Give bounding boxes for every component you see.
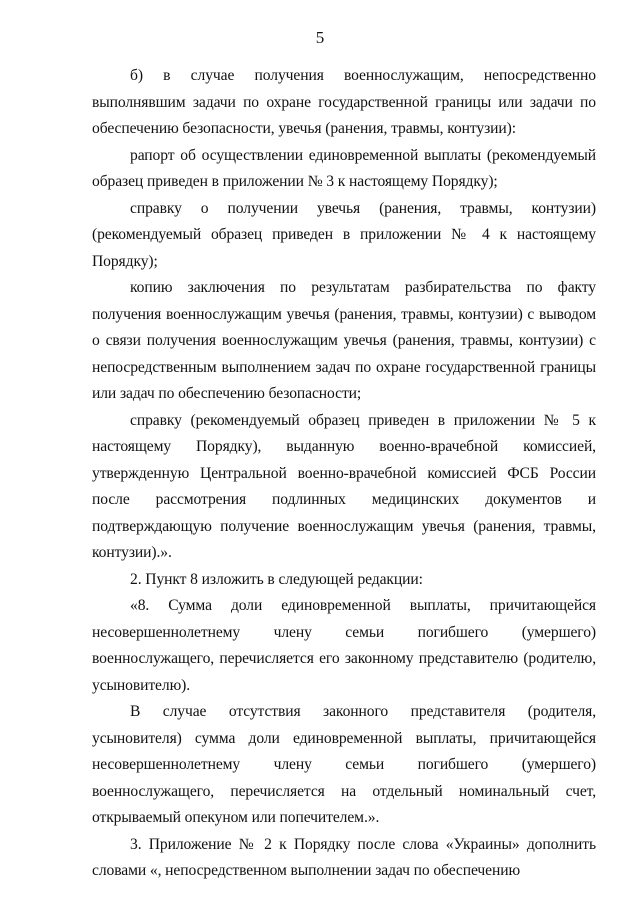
paragraph-item-2: 2. Пункт 8 изложить в следующей редакции: xyxy=(130,570,423,588)
paragraph-no-representative: В случае отсутствия законного представителя (родителя, усыновителя) сумма доли единовременной выплаты, причитающейся несовершеннолетнему члену семьи погибшего (умершего) военнослужащего, перечисляется на отдельный номинальный счет, открываемый опекуном или попечителем.». xyxy=(92,703,596,826)
page-number: 5 xyxy=(315,28,325,47)
paragraph-investigation-copy: копию заключения по результатам разбирательства по факту получения военнослужащим увечья (ранения, травмы, контузии) с выводом о связи получения военнослужащим увечья (ранения, травмы, контузии) с непосредственным выполнением задач по охране государственной границы или задач по обеспечению безопасности; xyxy=(92,279,596,402)
document-body xyxy=(92,63,596,885)
paragraph-subitem-b: б) в случае получения военнослужащим, непосредственно выполнявшим задачи по охране государственной границы или задачи по обеспечению безопасности, увечья (ранения, травмы, контузии): xyxy=(92,67,596,137)
paragraph-item-3: 3. Приложение № 2 к Порядку после слова «Украины» дополнить словами «, непосредственном выполнении задач по обеспечению xyxy=(92,835,596,879)
paragraph-point-8: «8. Сумма доли единовременной выплаты, причитающейся несовершеннолетнему члену семьи погибшего (умершего) военнослужащего, перечисляется его законному представителю (родителю, усыновителю). xyxy=(92,597,596,694)
paragraph-injury-certificate: справку о получении увечья (ранения, травмы, контузии) (рекомендуемый образец приведен в приложении № 4 к настоящему Порядку); xyxy=(92,199,596,270)
paragraph-medical-certificate: справку (рекомендуемый образец приведен в приложении № 5 к настоящему Порядку), выданную военно-врачебной комиссией, утвержденную Центральной военно-врачебной комиссией ФСБ России после рассмотрения подлинных медицинских документов и подтверждающую получение военнослужащим увечья (ранения, травмы, контузии).». xyxy=(92,411,596,561)
paragraph-report: рапорт об осуществлении единовременной выплаты (рекомендуемый образец приведен в приложении № 3 к настоящему Порядку); xyxy=(92,146,596,190)
